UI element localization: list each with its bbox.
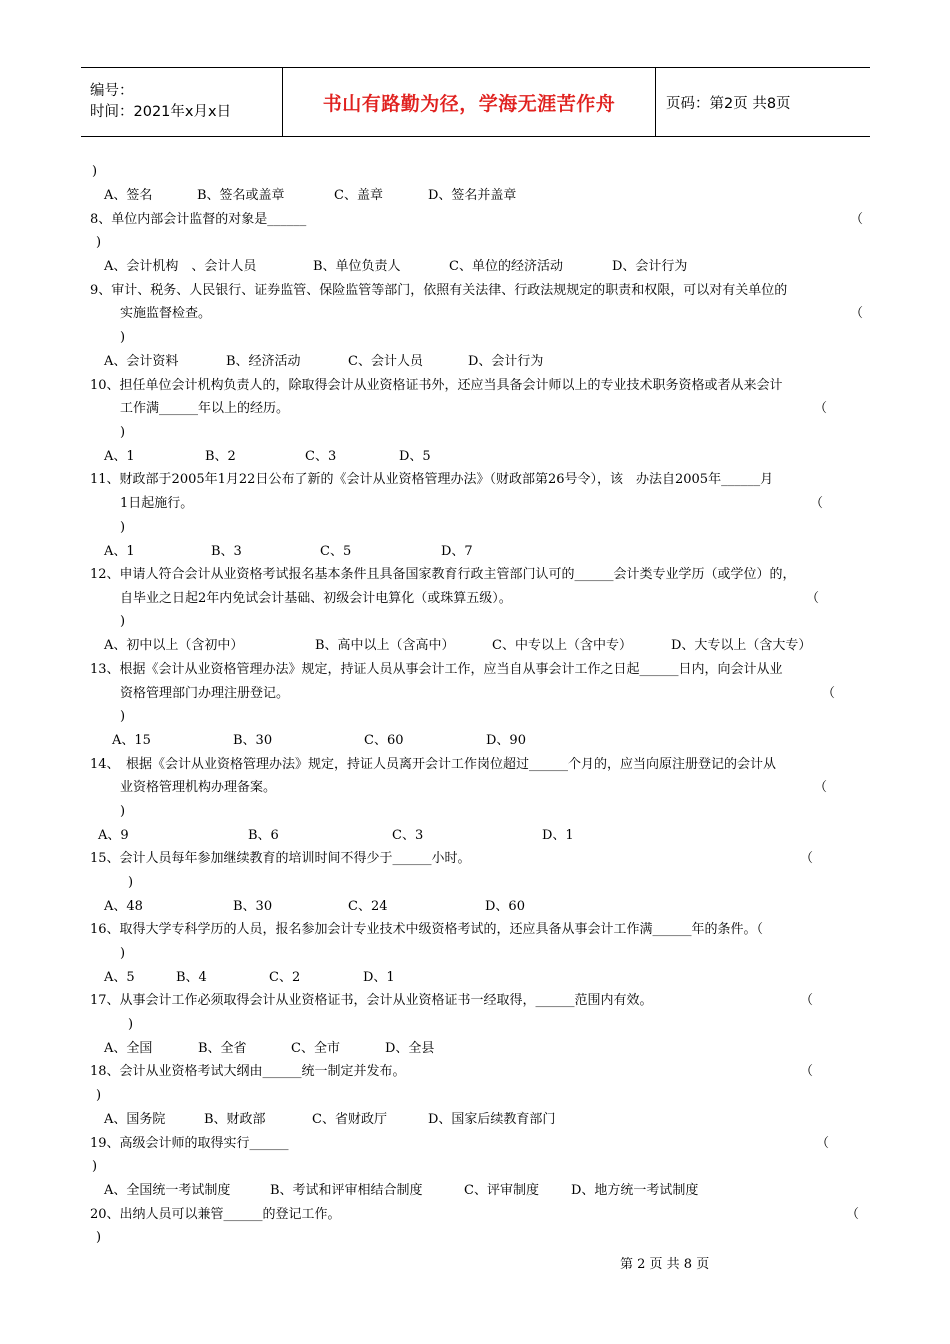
question-15: 15、会计人员每年参加继续教育的培训时间不得少于______小时。 [90,851,471,866]
option: A、48 [104,899,143,914]
option: D、大专以上（含大专） [671,638,812,653]
option: B、单位负责人 [313,259,401,274]
header-meta [81,68,283,136]
open-paren: （ [822,686,836,701]
option: C、盖章 [334,188,383,203]
option: D、1 [542,828,574,843]
date-label: 时间：2021年x月x日 [90,104,232,120]
option: C、中专以上（含中专） [492,638,632,653]
close-paren: ) [96,1230,102,1245]
option: A、会计机构 、会计人员 [104,259,257,274]
q15-options [90,897,860,917]
close-paren: ) [96,1088,102,1103]
close-paren: ) [120,425,126,440]
option: A、9 [98,828,129,843]
close-paren: ) [120,804,126,819]
q18-options [90,1110,860,1130]
q8-options [90,257,860,277]
open-paren: （ [850,306,864,321]
open-paren: （ [810,496,824,511]
close-paren: ) [120,946,126,961]
open-paren: （ [814,401,828,416]
option: D、60 [485,899,525,914]
option: B、4 [176,970,207,985]
option: B、全省 [198,1041,247,1056]
option: A、1 [104,449,135,464]
option: B、2 [205,449,236,464]
question-11-cont: 1日起施行。 [120,496,194,511]
option: C、3 [392,828,424,843]
question-14-cont: 业资格管理机构办理备案。 [120,780,277,795]
close-paren: ) [96,235,102,250]
page-info: 页码：第2页 共8页 [666,95,791,112]
option: C、全市 [291,1041,340,1056]
question-19: 19、高级会计师的取得实行______ [90,1136,289,1151]
option: B、30 [233,899,273,914]
page-footer: 第 2 页 共 8 页 [620,1257,710,1272]
question-16: 16、取得大学专科学历的人员，报名参加会计专业技术中级资格考试的，还应具备从事会计工作满______年的条件。（ [90,922,764,937]
option: D、5 [399,449,431,464]
open-paren: （ [814,780,828,795]
option: D、地方统一考试制度 [571,1183,699,1198]
close-paren: ) [120,330,126,345]
option: A、全国统一考试制度 [104,1183,231,1198]
option: C、单位的经济活动 [449,259,563,274]
option: A、签名 [104,188,153,203]
option: B、6 [248,828,279,843]
option: B、30 [233,733,273,748]
open-paren: （ [816,1136,830,1151]
option: A、会计资料 [104,354,179,369]
option: D、1 [363,970,395,985]
question-12-cont: 自毕业之日起2年内免试会计基础、初级会计电算化（或珠算五级）。 [120,591,512,606]
close-paren: ) [128,1017,134,1032]
open-paren: （ [846,1207,860,1222]
close-paren: ) [92,164,98,179]
open-paren: （ [800,851,814,866]
option: D、签名并盖章 [428,188,517,203]
q13-options [90,731,860,751]
option: D、90 [486,733,526,748]
question-9-cont: 实施监督检查。 [120,306,212,321]
option: D、7 [441,544,473,559]
open-paren: （ [800,993,814,1008]
option: C、2 [269,970,301,985]
option: C、3 [305,449,337,464]
question-10: 10、担任单位会计机构负责人的，除取得会计从业资格证书外，还应当具备会计师以上的专业技术职务资格或者从来会计 [90,378,783,393]
option: D、全县 [385,1041,435,1056]
option: B、考试和评审相结合制度 [270,1183,423,1198]
q16-options [90,968,860,988]
option: B、高中以上（含高中） [315,638,455,653]
question-8: 8、单位内部会计监督的对象是______ [90,212,307,227]
option: B、经济活动 [226,354,301,369]
option: C、24 [348,899,388,914]
option: D、国家后续教育部门 [428,1112,556,1127]
open-paren: （ [800,1064,814,1079]
option: A、5 [104,970,135,985]
option: A、国务院 [104,1112,166,1127]
code-label: 编号： [90,83,134,99]
question-11: 11、财政部于2005年1月22日公布了新的《会计从业资格管理办法》（财政部第26号令），该 办法自2005年______月 [90,472,774,487]
option: C、60 [364,733,404,748]
option: A、15 [112,733,151,748]
question-14: 14、 根据《会计从业资格管理办法》规定，持证人员离开会计工作岗位超过______个月的，应当向原注册登记的会计从 [90,757,777,772]
open-paren: （ [850,212,864,227]
question-12: 12、申请人符合会计从业资格考试报名基本条件且具备国家教育行政主管部门认可的______会计类专业学历（或学位）的， [90,567,796,582]
close-paren: ) [128,875,134,890]
open-paren: （ [806,591,820,606]
option: C、评审制度 [464,1183,539,1198]
q12-options [90,636,860,656]
option: B、财政部 [204,1112,266,1127]
option: A、初中以上（含初中） [104,638,244,653]
close-paren: ) [120,709,126,724]
question-13-cont: 资格管理部门办理注册登记。 [120,686,290,701]
option: C、省财政厅 [312,1112,387,1127]
q11-options [90,542,860,562]
option: D、会计行为 [468,354,544,369]
option: B、签名或盖章 [197,188,285,203]
q14-options [90,826,860,846]
option: A、1 [104,544,135,559]
option: C、会计人员 [348,354,423,369]
question-9: 9、审计、税务、人民银行、证券监管、保险监管等部门，依照有关法律、行政法规规定的职责和权限，可以对有关单位的 [90,283,788,298]
q10-options [90,447,860,467]
q19-options [90,1181,860,1201]
close-paren: ) [120,520,126,535]
option: D、会计行为 [612,259,688,274]
question-13: 13、根据《会计从业资格管理办法》规定，持证人员从事会计工作，应当自从事会计工作之日起______日内，向会计从业 [90,662,783,677]
motto: 书山有路勤为径，学海无涯苦作舟 [283,68,656,136]
question-10-cont: 工作满______年以上的经历。 [120,401,290,416]
q9-options [90,352,860,372]
option: B、3 [211,544,242,559]
option: A、全国 [104,1041,153,1056]
q7-options [90,186,860,206]
question-20: 20、出纳人员可以兼管______的登记工作。 [90,1207,341,1222]
page-header [81,67,870,137]
q17-options [90,1039,860,1059]
question-17: 17、从事会计工作必须取得会计从业资格证书，会计从业资格证书一经取得，______范围内有效。 [90,993,653,1008]
close-paren: ) [92,1159,98,1174]
question-18: 18、会计从业资格考试大纲由______统一制定并发布。 [90,1064,406,1079]
option: C、5 [320,544,352,559]
close-paren: ) [120,614,126,629]
